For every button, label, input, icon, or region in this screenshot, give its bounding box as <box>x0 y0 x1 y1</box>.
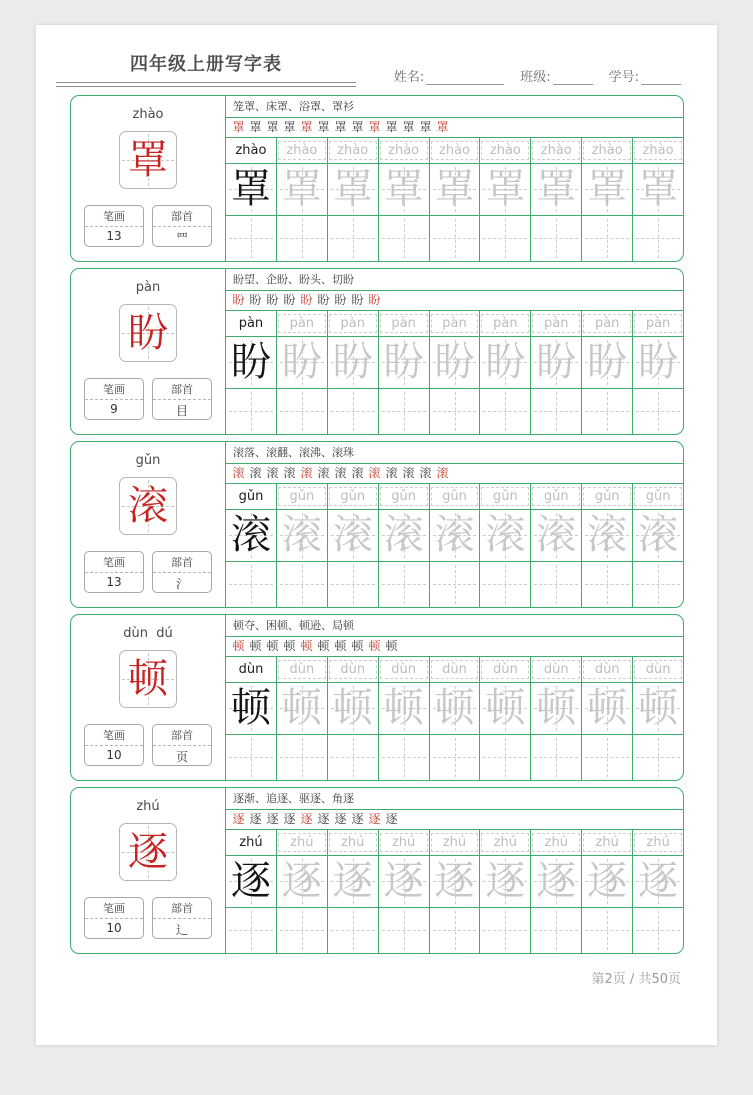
blank-practice-cell <box>429 562 480 607</box>
stroke-order-step: 顿 <box>232 639 245 654</box>
stroke-count-box <box>84 897 144 939</box>
blank-practice-cell <box>378 735 429 780</box>
stroke-order-step: 滚 <box>317 466 330 481</box>
blank-practice-cell <box>226 908 276 953</box>
blank-practice-cell <box>276 735 327 780</box>
character-trace-row <box>226 856 683 908</box>
pinyin-row <box>226 311 683 337</box>
stroke-order-step: 盼 <box>317 293 330 308</box>
stroke-count-label: 笔画 <box>85 206 143 227</box>
blank-practice-cell <box>327 216 378 261</box>
stroke-order-step: 罩 <box>436 120 449 135</box>
stroke-count-label: 笔画 <box>85 898 143 919</box>
stroke-order-step: 罩 <box>300 120 313 135</box>
blank-practice-cell <box>226 216 276 261</box>
pinyin-cell: dùn <box>581 657 632 682</box>
trace-character-cell: 罩 <box>276 164 327 215</box>
character-display-box <box>119 650 177 708</box>
example-words: 滚落、滚翻、滚沸、滚珠 <box>226 442 683 464</box>
character-info-panel <box>71 442 226 607</box>
blank-practice-cell <box>226 735 276 780</box>
blank-practice-cell <box>479 389 530 434</box>
practice-grid-panel <box>226 615 683 780</box>
character-meta-row <box>84 897 212 939</box>
stroke-order-step: 顿 <box>249 639 262 654</box>
stroke-order-step: 逐 <box>283 812 296 827</box>
character-meta-row <box>84 378 212 420</box>
pinyin-cell: zhào <box>479 138 530 163</box>
name-field <box>394 66 504 85</box>
stroke-order-step: 顿 <box>283 639 296 654</box>
pinyin-cell: zhú <box>239 835 263 851</box>
pinyin-cell: zhú <box>581 830 632 855</box>
character-practice-block <box>70 268 684 435</box>
stroke-order-step: 滚 <box>419 466 432 481</box>
stroke-order-row <box>226 464 683 485</box>
pinyin-cell: pàn <box>238 316 264 332</box>
trace-character-cell: 顿 <box>327 683 378 734</box>
trace-character-cell: 罩 <box>429 164 480 215</box>
stroke-order-row <box>226 637 683 658</box>
pinyin-cell: zhào <box>235 143 267 159</box>
pinyin-cell: pàn <box>530 311 581 336</box>
blank-practice-cell <box>632 562 683 607</box>
practice-grid-panel <box>226 96 683 261</box>
pinyin-cell: zhào <box>530 138 581 163</box>
trace-character-cell: 逐 <box>378 856 429 907</box>
blank-practice-cell <box>530 908 581 953</box>
character-meta-row <box>84 724 212 766</box>
pinyin-cell: pàn <box>479 311 530 336</box>
pinyin-cell: dùn <box>276 657 327 682</box>
pinyin-cell: pàn <box>276 311 327 336</box>
name-blank-line <box>426 70 504 85</box>
pinyin-cell: dùn <box>378 657 429 682</box>
blank-practice-cell <box>429 735 480 780</box>
trace-character-cell: 逐 <box>530 856 581 907</box>
pinyin-cell: zhú <box>530 830 581 855</box>
pinyin-cell: dùn <box>632 657 683 682</box>
stroke-order-step: 滚 <box>300 466 313 481</box>
class-field <box>520 66 592 85</box>
practice-grid-panel <box>226 269 683 434</box>
stroke-order-step: 滚 <box>266 466 279 481</box>
stroke-count-value: 10 <box>106 921 122 935</box>
blank-practice-cell <box>632 216 683 261</box>
trace-character-cell: 滚 <box>632 510 683 561</box>
stroke-count-box <box>84 205 144 247</box>
stroke-order-step: 罩 <box>351 120 364 135</box>
stroke-order-step: 滚 <box>402 466 415 481</box>
trace-character-cell: 滚 <box>479 510 530 561</box>
character-pinyin: dùn dú <box>123 626 173 641</box>
blank-practice-cell <box>378 389 429 434</box>
blank-practice-cell <box>581 735 632 780</box>
pinyin-row <box>226 138 683 164</box>
stroke-order-step: 罩 <box>368 120 381 135</box>
pinyin-row <box>226 657 683 683</box>
stroke-order-step: 滚 <box>436 466 449 481</box>
blank-practice-cell <box>530 735 581 780</box>
blank-practice-cell <box>530 389 581 434</box>
character-practice-block <box>70 441 684 608</box>
stroke-order-step: 盼 <box>300 293 313 308</box>
stroke-order-step: 顿 <box>368 639 381 654</box>
pinyin-cell: zhào <box>276 138 327 163</box>
trace-character-cell: 滚 <box>276 510 327 561</box>
stroke-order-step: 滚 <box>249 466 262 481</box>
title-underline <box>56 82 356 87</box>
stroke-order-step: 滚 <box>232 466 245 481</box>
pinyin-cell: gǔn <box>327 484 378 509</box>
trace-character-cell: 盼 <box>530 337 581 388</box>
pinyin-cell: zhú <box>479 830 530 855</box>
blank-practice-cell <box>378 216 429 261</box>
character-pinyin: zhú <box>136 799 160 814</box>
trace-character-cell: 逐 <box>276 856 327 907</box>
radical-box <box>152 205 212 247</box>
stroke-order-step: 顿 <box>317 639 330 654</box>
blank-practice-row <box>226 908 683 953</box>
practice-grid-panel <box>226 788 683 953</box>
blank-practice-cell <box>632 389 683 434</box>
stroke-order-step: 顿 <box>351 639 364 654</box>
example-words: 逐渐、追逐、驱逐、角逐 <box>226 788 683 810</box>
pinyin-cell: zhào <box>581 138 632 163</box>
pinyin-cell: gǔn <box>530 484 581 509</box>
pinyin-cell: gǔn <box>632 484 683 509</box>
trace-character-cell: 逐 <box>226 856 276 907</box>
blank-practice-row <box>226 735 683 780</box>
trace-character-cell: 罩 <box>226 164 276 215</box>
trace-character-cell: 罩 <box>378 164 429 215</box>
stroke-order-step: 盼 <box>249 293 262 308</box>
blank-practice-cell <box>479 216 530 261</box>
blank-practice-cell <box>581 562 632 607</box>
name-label: 姓名: <box>393 70 425 85</box>
radical-label: 部首 <box>153 725 211 746</box>
model-character: 顿 <box>128 656 168 702</box>
radical-label: 部首 <box>153 379 211 400</box>
stroke-order-row <box>226 810 683 831</box>
pinyin-cell: zhú <box>378 830 429 855</box>
stroke-order-step: 顿 <box>300 639 313 654</box>
student-id-field <box>609 66 681 85</box>
blank-practice-cell <box>530 216 581 261</box>
stroke-order-row <box>226 291 683 312</box>
radical-value: 目 <box>175 404 188 418</box>
pinyin-cell: zhào <box>429 138 480 163</box>
radical-box <box>152 378 212 420</box>
pinyin-cell: gǔn <box>238 489 264 505</box>
radical-label: 部首 <box>153 898 211 919</box>
trace-character-cell: 滚 <box>226 510 276 561</box>
trace-character-cell: 盼 <box>378 337 429 388</box>
pinyin-cell: gǔn <box>378 484 429 509</box>
stroke-order-step: 顿 <box>334 639 347 654</box>
trace-character-cell: 滚 <box>378 510 429 561</box>
pinyin-cell: zhào <box>327 138 378 163</box>
stroke-order-step: 顿 <box>266 639 279 654</box>
blank-practice-cell <box>276 389 327 434</box>
stroke-order-step: 滚 <box>368 466 381 481</box>
trace-character-cell: 顿 <box>632 683 683 734</box>
stroke-order-step: 盼 <box>283 293 296 308</box>
radical-label: 部首 <box>153 206 211 227</box>
example-words: 笼罩、床罩、浴罩、罩衫 <box>226 96 683 118</box>
stroke-order-step: 罩 <box>317 120 330 135</box>
blank-practice-cell <box>429 908 480 953</box>
stroke-order-step: 罩 <box>283 120 296 135</box>
worksheet-page <box>36 25 717 1045</box>
stroke-count-label: 笔画 <box>85 552 143 573</box>
trace-character-cell: 盼 <box>632 337 683 388</box>
blank-practice-cell <box>632 735 683 780</box>
model-character: 盼 <box>128 310 168 356</box>
blank-practice-cell <box>378 562 429 607</box>
character-display-box <box>119 131 177 189</box>
trace-character-cell: 逐 <box>479 856 530 907</box>
trace-character-cell: 顿 <box>429 683 480 734</box>
blank-practice-cell <box>581 389 632 434</box>
radical-value: 氵 <box>175 577 188 591</box>
title-block <box>56 50 356 87</box>
student-id-blank-line <box>641 70 681 85</box>
character-trace-row <box>226 164 683 216</box>
blank-practice-cell <box>632 908 683 953</box>
student-id-label: 学号: <box>608 70 639 85</box>
pinyin-cell: zhào <box>632 138 683 163</box>
pinyin-cell: zhào <box>378 138 429 163</box>
pinyin-cell: gǔn <box>479 484 530 509</box>
character-blocks-container <box>70 95 684 954</box>
trace-character-cell: 罩 <box>530 164 581 215</box>
stroke-order-step: 顿 <box>385 639 398 654</box>
trace-character-cell: 顿 <box>581 683 632 734</box>
model-character: 滚 <box>128 483 168 529</box>
pinyin-cell: dùn <box>530 657 581 682</box>
trace-character-cell: 顿 <box>378 683 429 734</box>
stroke-count-value: 13 <box>106 575 122 589</box>
pinyin-row <box>226 830 683 856</box>
page-header <box>36 25 717 87</box>
pinyin-cell: zhú <box>632 830 683 855</box>
blank-practice-cell <box>327 735 378 780</box>
stroke-order-step: 逐 <box>317 812 330 827</box>
trace-character-cell: 滚 <box>327 510 378 561</box>
character-pinyin: gǔn <box>135 453 161 468</box>
trace-character-cell: 罩 <box>479 164 530 215</box>
trace-character-cell: 滚 <box>581 510 632 561</box>
stroke-order-step: 盼 <box>232 293 245 308</box>
trace-character-cell: 罩 <box>581 164 632 215</box>
stroke-order-step: 逐 <box>300 812 313 827</box>
blank-practice-cell <box>530 562 581 607</box>
character-trace-row <box>226 510 683 562</box>
example-words: 顿夺、困顿、顿逊、局顿 <box>226 615 683 637</box>
blank-practice-cell <box>327 908 378 953</box>
character-pinyin: pàn <box>135 280 161 295</box>
blank-practice-cell <box>226 389 276 434</box>
stroke-count-value: 9 <box>110 402 118 416</box>
character-info-panel <box>71 788 226 953</box>
character-display-box <box>119 477 177 535</box>
trace-character-cell: 罩 <box>327 164 378 215</box>
stroke-order-step: 滚 <box>334 466 347 481</box>
pinyin-cell: zhú <box>276 830 327 855</box>
stroke-count-label: 笔画 <box>85 725 143 746</box>
pinyin-cell: pàn <box>378 311 429 336</box>
stroke-order-step: 盼 <box>334 293 347 308</box>
trace-character-cell: 盼 <box>276 337 327 388</box>
stroke-order-step: 逐 <box>266 812 279 827</box>
blank-practice-cell <box>276 562 327 607</box>
blank-practice-cell <box>581 908 632 953</box>
radical-value: 页 <box>175 750 188 764</box>
blank-practice-cell <box>479 562 530 607</box>
trace-character-cell: 盼 <box>226 337 276 388</box>
stroke-order-step: 盼 <box>368 293 381 308</box>
trace-character-cell: 盼 <box>429 337 480 388</box>
stroke-order-step: 罩 <box>402 120 415 135</box>
stroke-count-box <box>84 378 144 420</box>
blank-practice-cell <box>479 908 530 953</box>
stroke-order-step: 罩 <box>249 120 262 135</box>
trace-character-cell: 盼 <box>327 337 378 388</box>
trace-character-cell: 逐 <box>581 856 632 907</box>
character-practice-block <box>70 614 684 781</box>
character-display-box <box>119 823 177 881</box>
character-trace-row <box>226 337 683 389</box>
blank-practice-cell <box>429 216 480 261</box>
pinyin-cell: dùn <box>327 657 378 682</box>
stroke-order-step: 盼 <box>266 293 279 308</box>
blank-practice-cell <box>378 908 429 953</box>
blank-practice-row <box>226 389 683 434</box>
blank-practice-cell <box>581 216 632 261</box>
trace-character-cell: 盼 <box>479 337 530 388</box>
character-meta-row <box>84 205 212 247</box>
stroke-order-step: 盼 <box>351 293 364 308</box>
radical-value: 罒 <box>175 231 188 245</box>
blank-practice-row <box>226 562 683 607</box>
stroke-order-step: 罩 <box>334 120 347 135</box>
trace-character-cell: 顿 <box>530 683 581 734</box>
character-trace-row <box>226 683 683 735</box>
blank-practice-cell <box>226 562 276 607</box>
character-info-panel <box>71 96 226 261</box>
page-title: 四年级上册写字表 <box>130 54 282 75</box>
pinyin-cell: zhú <box>327 830 378 855</box>
stroke-count-box <box>84 551 144 593</box>
example-words: 盼望、企盼、盼头、切盼 <box>226 269 683 291</box>
radical-label: 部首 <box>153 552 211 573</box>
stroke-order-step: 逐 <box>368 812 381 827</box>
pinyin-cell: pàn <box>327 311 378 336</box>
trace-character-cell: 滚 <box>429 510 480 561</box>
character-info-panel <box>71 269 226 434</box>
stroke-order-step: 逐 <box>351 812 364 827</box>
stroke-order-step: 滚 <box>283 466 296 481</box>
blank-practice-cell <box>327 389 378 434</box>
trace-character-cell: 滚 <box>530 510 581 561</box>
trace-character-cell: 罩 <box>632 164 683 215</box>
pinyin-cell: pàn <box>429 311 480 336</box>
trace-character-cell: 顿 <box>276 683 327 734</box>
stroke-count-box <box>84 724 144 766</box>
stroke-order-row <box>226 118 683 139</box>
trace-character-cell: 逐 <box>429 856 480 907</box>
stroke-order-step: 逐 <box>249 812 262 827</box>
pinyin-cell: gǔn <box>429 484 480 509</box>
radical-value: 辶 <box>175 923 188 937</box>
trace-character-cell: 盼 <box>581 337 632 388</box>
trace-character-cell: 顿 <box>226 683 276 734</box>
pinyin-row <box>226 484 683 510</box>
blank-practice-cell <box>276 908 327 953</box>
pinyin-cell: pàn <box>581 311 632 336</box>
stroke-count-value: 13 <box>106 229 122 243</box>
stroke-count-value: 10 <box>106 748 122 762</box>
class-blank-line <box>553 70 593 85</box>
model-character: 逐 <box>128 829 168 875</box>
blank-practice-cell <box>429 389 480 434</box>
stroke-order-step: 罩 <box>419 120 432 135</box>
character-meta-row <box>84 551 212 593</box>
stroke-order-step: 逐 <box>334 812 347 827</box>
stroke-order-step: 逐 <box>232 812 245 827</box>
radical-box <box>152 897 212 939</box>
character-practice-block <box>70 95 684 262</box>
pinyin-cell: zhú <box>429 830 480 855</box>
blank-practice-cell <box>327 562 378 607</box>
class-label: 班级: <box>520 70 551 85</box>
blank-practice-row <box>226 216 683 261</box>
model-character: 罩 <box>128 137 168 183</box>
character-pinyin: zhào <box>132 107 164 122</box>
stroke-order-step: 滚 <box>385 466 398 481</box>
student-info-fields <box>356 66 717 87</box>
stroke-order-step: 罩 <box>232 120 245 135</box>
pinyin-cell: dùn <box>479 657 530 682</box>
blank-practice-cell <box>276 216 327 261</box>
trace-character-cell: 顿 <box>479 683 530 734</box>
stroke-order-step: 逐 <box>385 812 398 827</box>
page-number: 第2页 / 共50页 <box>591 972 681 987</box>
blank-practice-cell <box>479 735 530 780</box>
stroke-count-label: 笔画 <box>85 379 143 400</box>
stroke-order-step: 罩 <box>385 120 398 135</box>
trace-character-cell: 逐 <box>327 856 378 907</box>
pinyin-cell: gǔn <box>581 484 632 509</box>
trace-character-cell: 逐 <box>632 856 683 907</box>
pinyin-cell: pàn <box>632 311 683 336</box>
stroke-order-step: 滚 <box>351 466 364 481</box>
practice-grid-panel <box>226 442 683 607</box>
pinyin-cell: dùn <box>429 657 480 682</box>
radical-box <box>152 551 212 593</box>
stroke-order-step: 罩 <box>266 120 279 135</box>
radical-box <box>152 724 212 766</box>
character-info-panel <box>71 615 226 780</box>
pinyin-cell: dùn <box>238 662 264 678</box>
character-practice-block <box>70 787 684 954</box>
character-display-box <box>119 304 177 362</box>
pinyin-cell: gǔn <box>276 484 327 509</box>
